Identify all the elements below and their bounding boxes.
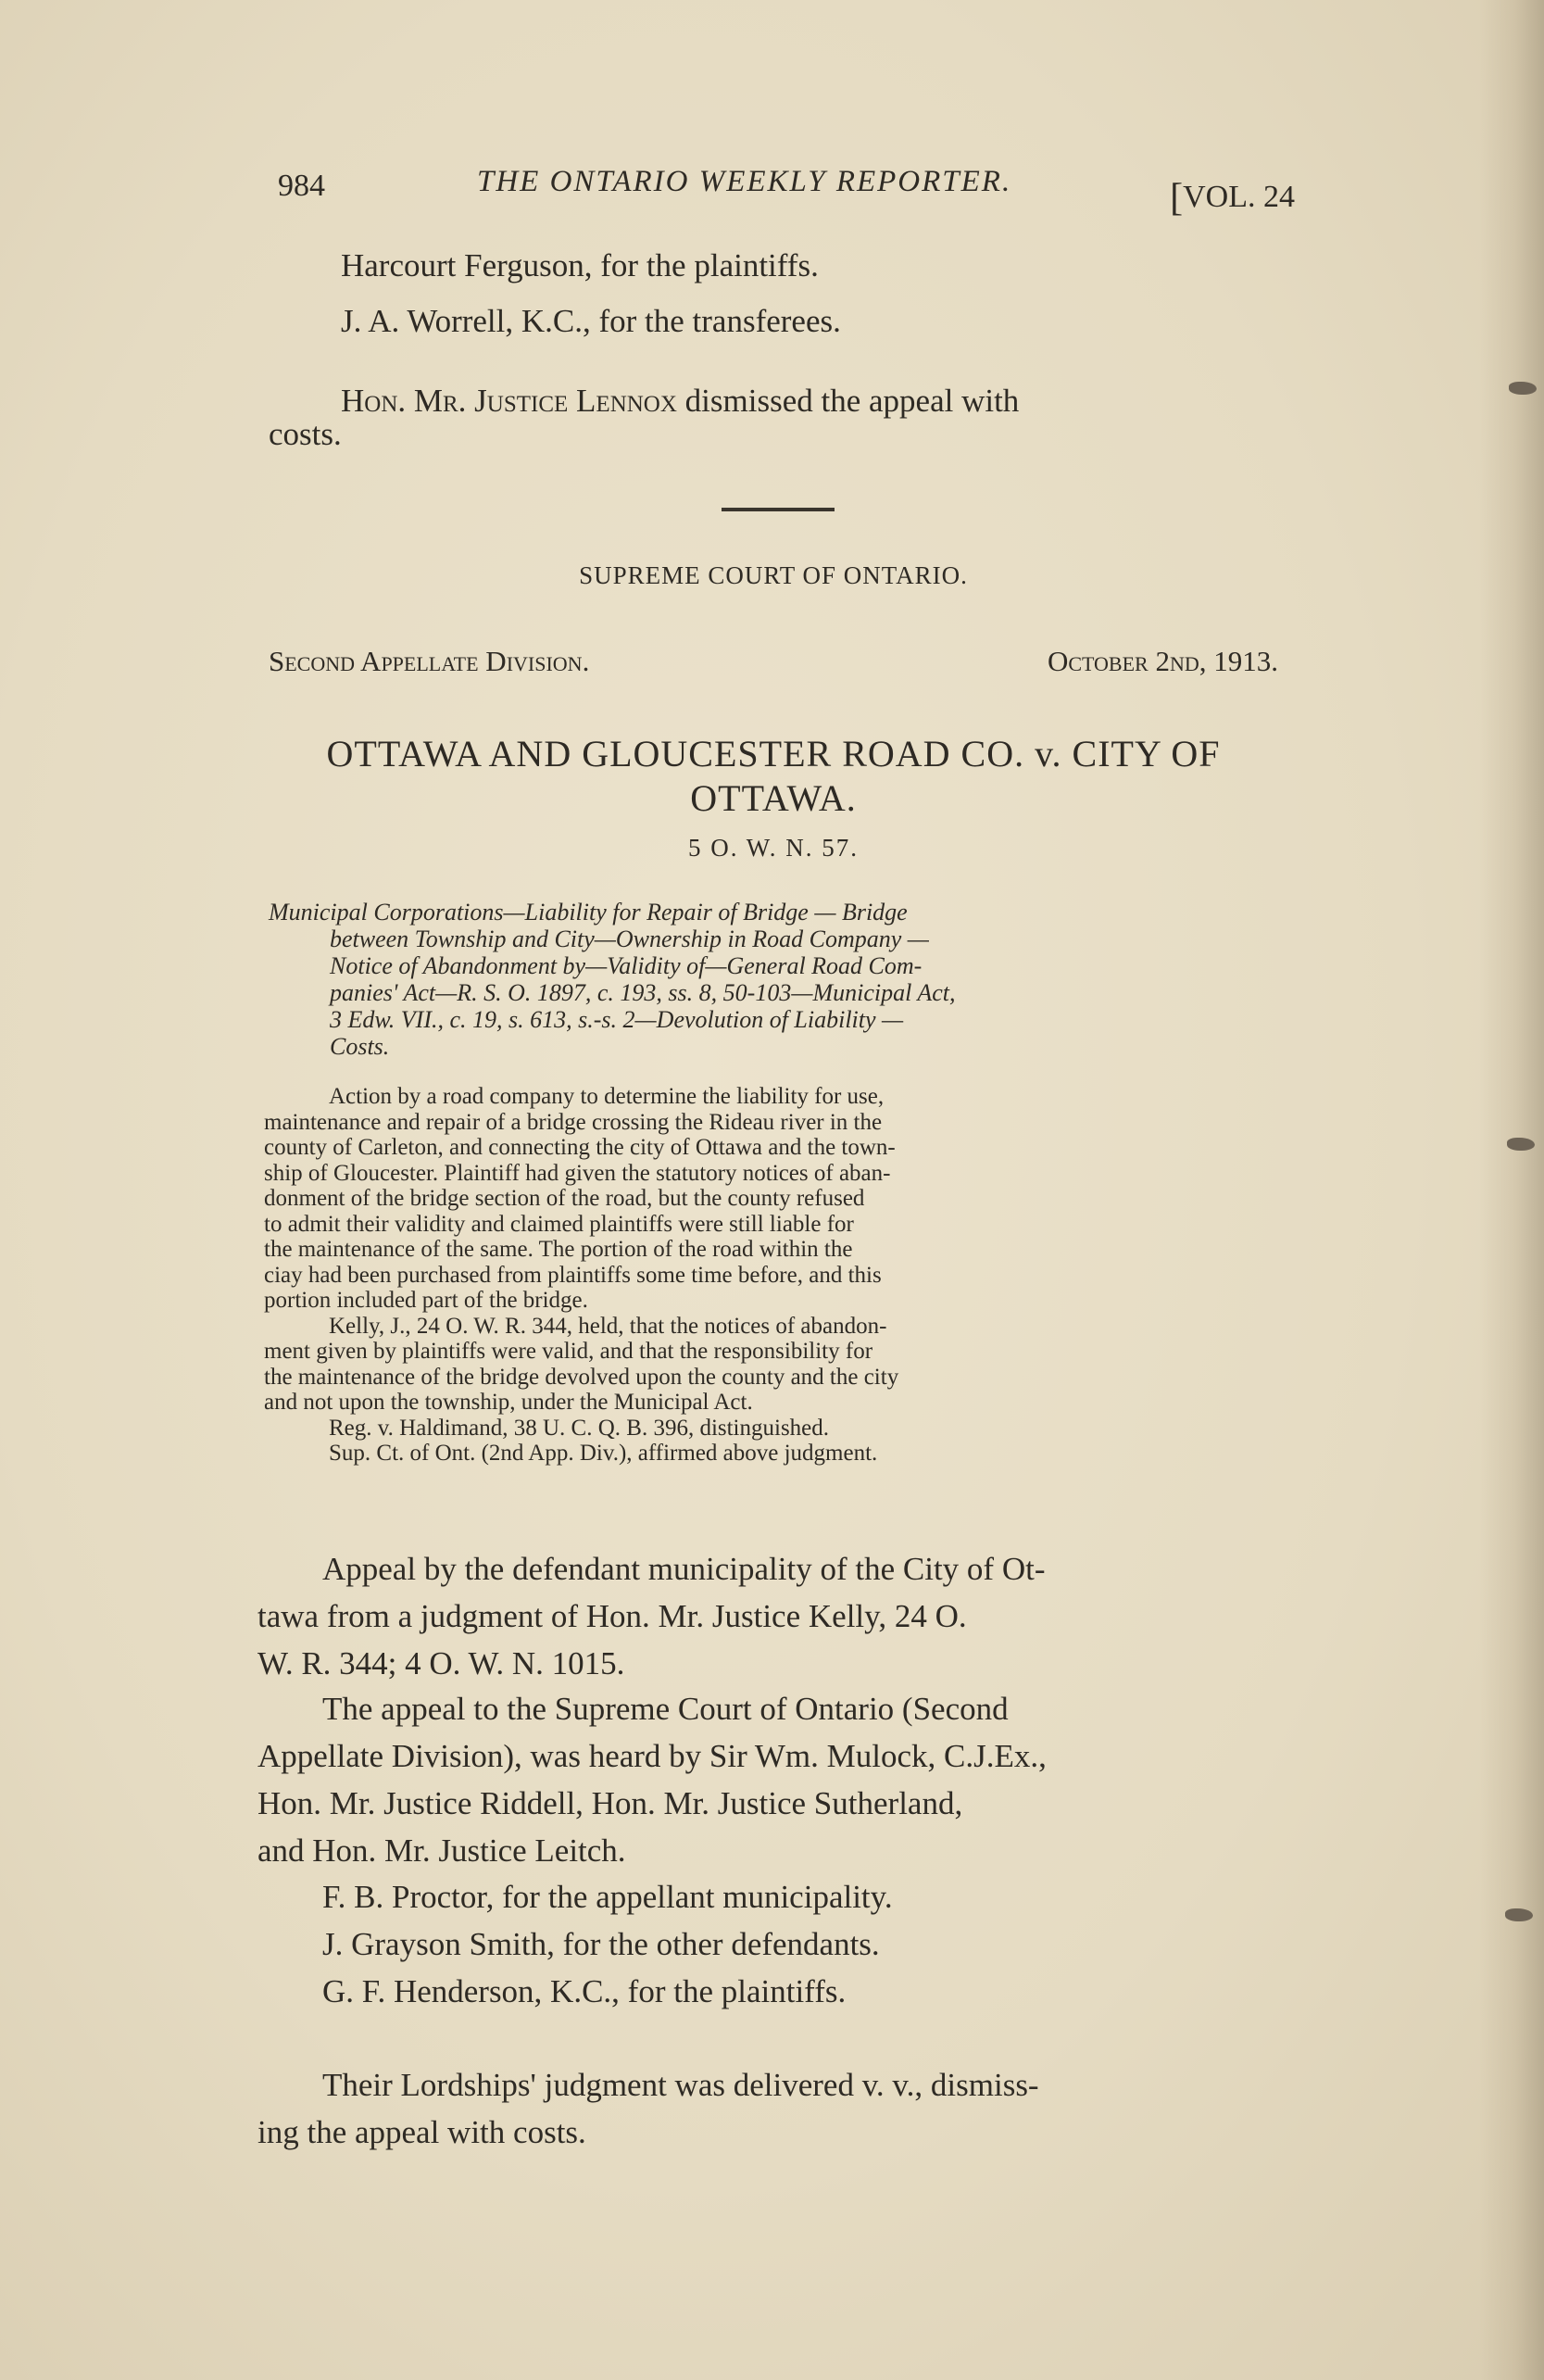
body-line: and Hon. Mr. Justice Leitch.	[257, 1832, 626, 1869]
counsel-line: J. Grayson Smith, for the other defendants.	[322, 1926, 880, 1962]
summary-line: Action by a road company to determine the liability for use,	[329, 1084, 885, 1109]
page-number: 984	[278, 169, 325, 203]
body-line: W. R. 344; 4 O. W. N. 1015.	[257, 1645, 625, 1681]
case-summary	[264, 1084, 1278, 1467]
summary-line: to admit their validity and claimed plaintiffs were still liable for	[264, 1211, 854, 1237]
counsel-line: Harcourt Ferguson, for the plaintiffs.	[341, 247, 819, 283]
counsel-line: G. F. Henderson, K.C., for the plaintiffs.	[322, 1973, 847, 2009]
headnote-line: 3 Edw. VII., c. 19, s. 613, s.-s. 2—Devolution of Liability —	[330, 1006, 904, 1033]
binding-mark	[1505, 1908, 1533, 1921]
book-gutter-shadow	[1479, 0, 1544, 2380]
summary-line: county of Carleton, and connecting the city of Ottawa and the town-	[264, 1135, 896, 1160]
headnote-line: between Township and City—Ownership in Road Company —	[330, 926, 929, 952]
hearing-paragraph	[257, 1685, 1276, 1874]
judgment-paragraph	[257, 2061, 1276, 2156]
binding-mark	[1509, 382, 1537, 395]
summary-line: Reg. v. Haldimand, 38 U. C. Q. B. 396, distinguished.	[329, 1415, 830, 1441]
binding-mark	[1507, 1138, 1535, 1151]
summary-line: Kelly, J., 24 O. W. R. 344, held, that the notices of abandon-	[329, 1313, 887, 1339]
summary-line: the maintenance of the bridge devolved upon the county and the city	[264, 1364, 899, 1390]
summary-line: Sup. Ct. of Ont. (2nd App. Div.), affirmed above judgment.	[329, 1441, 878, 1466]
citation: 5 O. W. N. 57.	[687, 834, 859, 862]
case-title-line: OTTAWA.	[690, 777, 857, 819]
summary-line: ship of Gloucester. Plaintiff had given the statutory notices of aban-	[264, 1160, 891, 1186]
body-line: The appeal to the Supreme Court of Ontario (Second	[322, 1691, 1009, 1727]
headnote-line: Costs.	[330, 1033, 390, 1060]
summary-line: ciay had been purchased from plaintiffs some time before, and this	[264, 1262, 882, 1288]
headnote-line: panies' Act—R. S. O. 1897, c. 193, ss. 8, 50-103—Municipal Act,	[330, 979, 956, 1006]
summary-line: the maintenance of the same. The portion of the road within the	[264, 1237, 853, 1262]
division-name: Second Appellate Division.	[269, 645, 590, 677]
summary-line: maintenance and repair of a bridge crossing the Rideau river in the	[264, 1109, 883, 1135]
headnote	[269, 899, 1278, 1060]
previous-case-counsel	[269, 243, 1278, 458]
decision-date: October 2nd, 1913.	[1047, 645, 1278, 677]
case-title	[269, 732, 1278, 821]
appeal-counsel	[257, 1873, 1276, 2015]
judgment-line-cont: costs.	[269, 416, 342, 452]
counsel-line: F. B. Proctor, for the appellant municipality.	[322, 1879, 893, 1915]
counsel-line: J. A. Worrell, K.C., for the transferees.	[341, 303, 841, 339]
body-line: Appellate Division), was heard by Sir Wm. Mulock, C.J.Ex.,	[257, 1738, 1047, 1774]
headnote-line: Notice of Abandonment by—Validity of—General Road Com-	[330, 952, 923, 979]
summary-line: donment of the bridge section of the road, but the county refused	[264, 1186, 865, 1211]
judge-name: Hon. Mr. Justice Lennox	[341, 383, 677, 419]
summary-line: portion included part of the bridge.	[264, 1288, 588, 1313]
summary-line: and not upon the township, under the Municipal Act.	[264, 1390, 753, 1415]
running-title: THE ONTARIO WEEKLY REPORTER.	[477, 165, 1012, 198]
headnote-line: Municipal Corporations—Liability for Repair of Bridge — Bridge	[269, 899, 908, 926]
volume-label: [VOL. 24	[1170, 177, 1295, 220]
running-header	[278, 157, 1295, 220]
body-line: ing the appeal with costs.	[257, 2114, 586, 2150]
body-line: Their Lordships' judgment was delivered v. v., dismiss-	[322, 2067, 1039, 2103]
body-line: Appeal by the defendant municipality of the City of Ot-	[322, 1551, 1046, 1587]
judgment-text: dismissed the appeal with	[676, 383, 1020, 419]
body-line: tawa from a judgment of Hon. Mr. Justice Kelly, 24 O.	[257, 1598, 967, 1634]
case-title-line: OTTAWA AND GLOUCESTER ROAD CO. v. CITY OF	[326, 733, 1221, 774]
body-line: Hon. Mr. Justice Riddell, Hon. Mr. Justice Sutherland,	[257, 1785, 963, 1821]
summary-line: ment given by plaintiffs were valid, and that the responsibility for	[264, 1339, 873, 1364]
appeal-paragraph	[257, 1545, 1276, 1687]
volume-text: VOL. 24	[1183, 180, 1295, 214]
section-divider	[722, 508, 835, 511]
court-name: SUPREME COURT OF ONTARIO.	[579, 561, 968, 589]
